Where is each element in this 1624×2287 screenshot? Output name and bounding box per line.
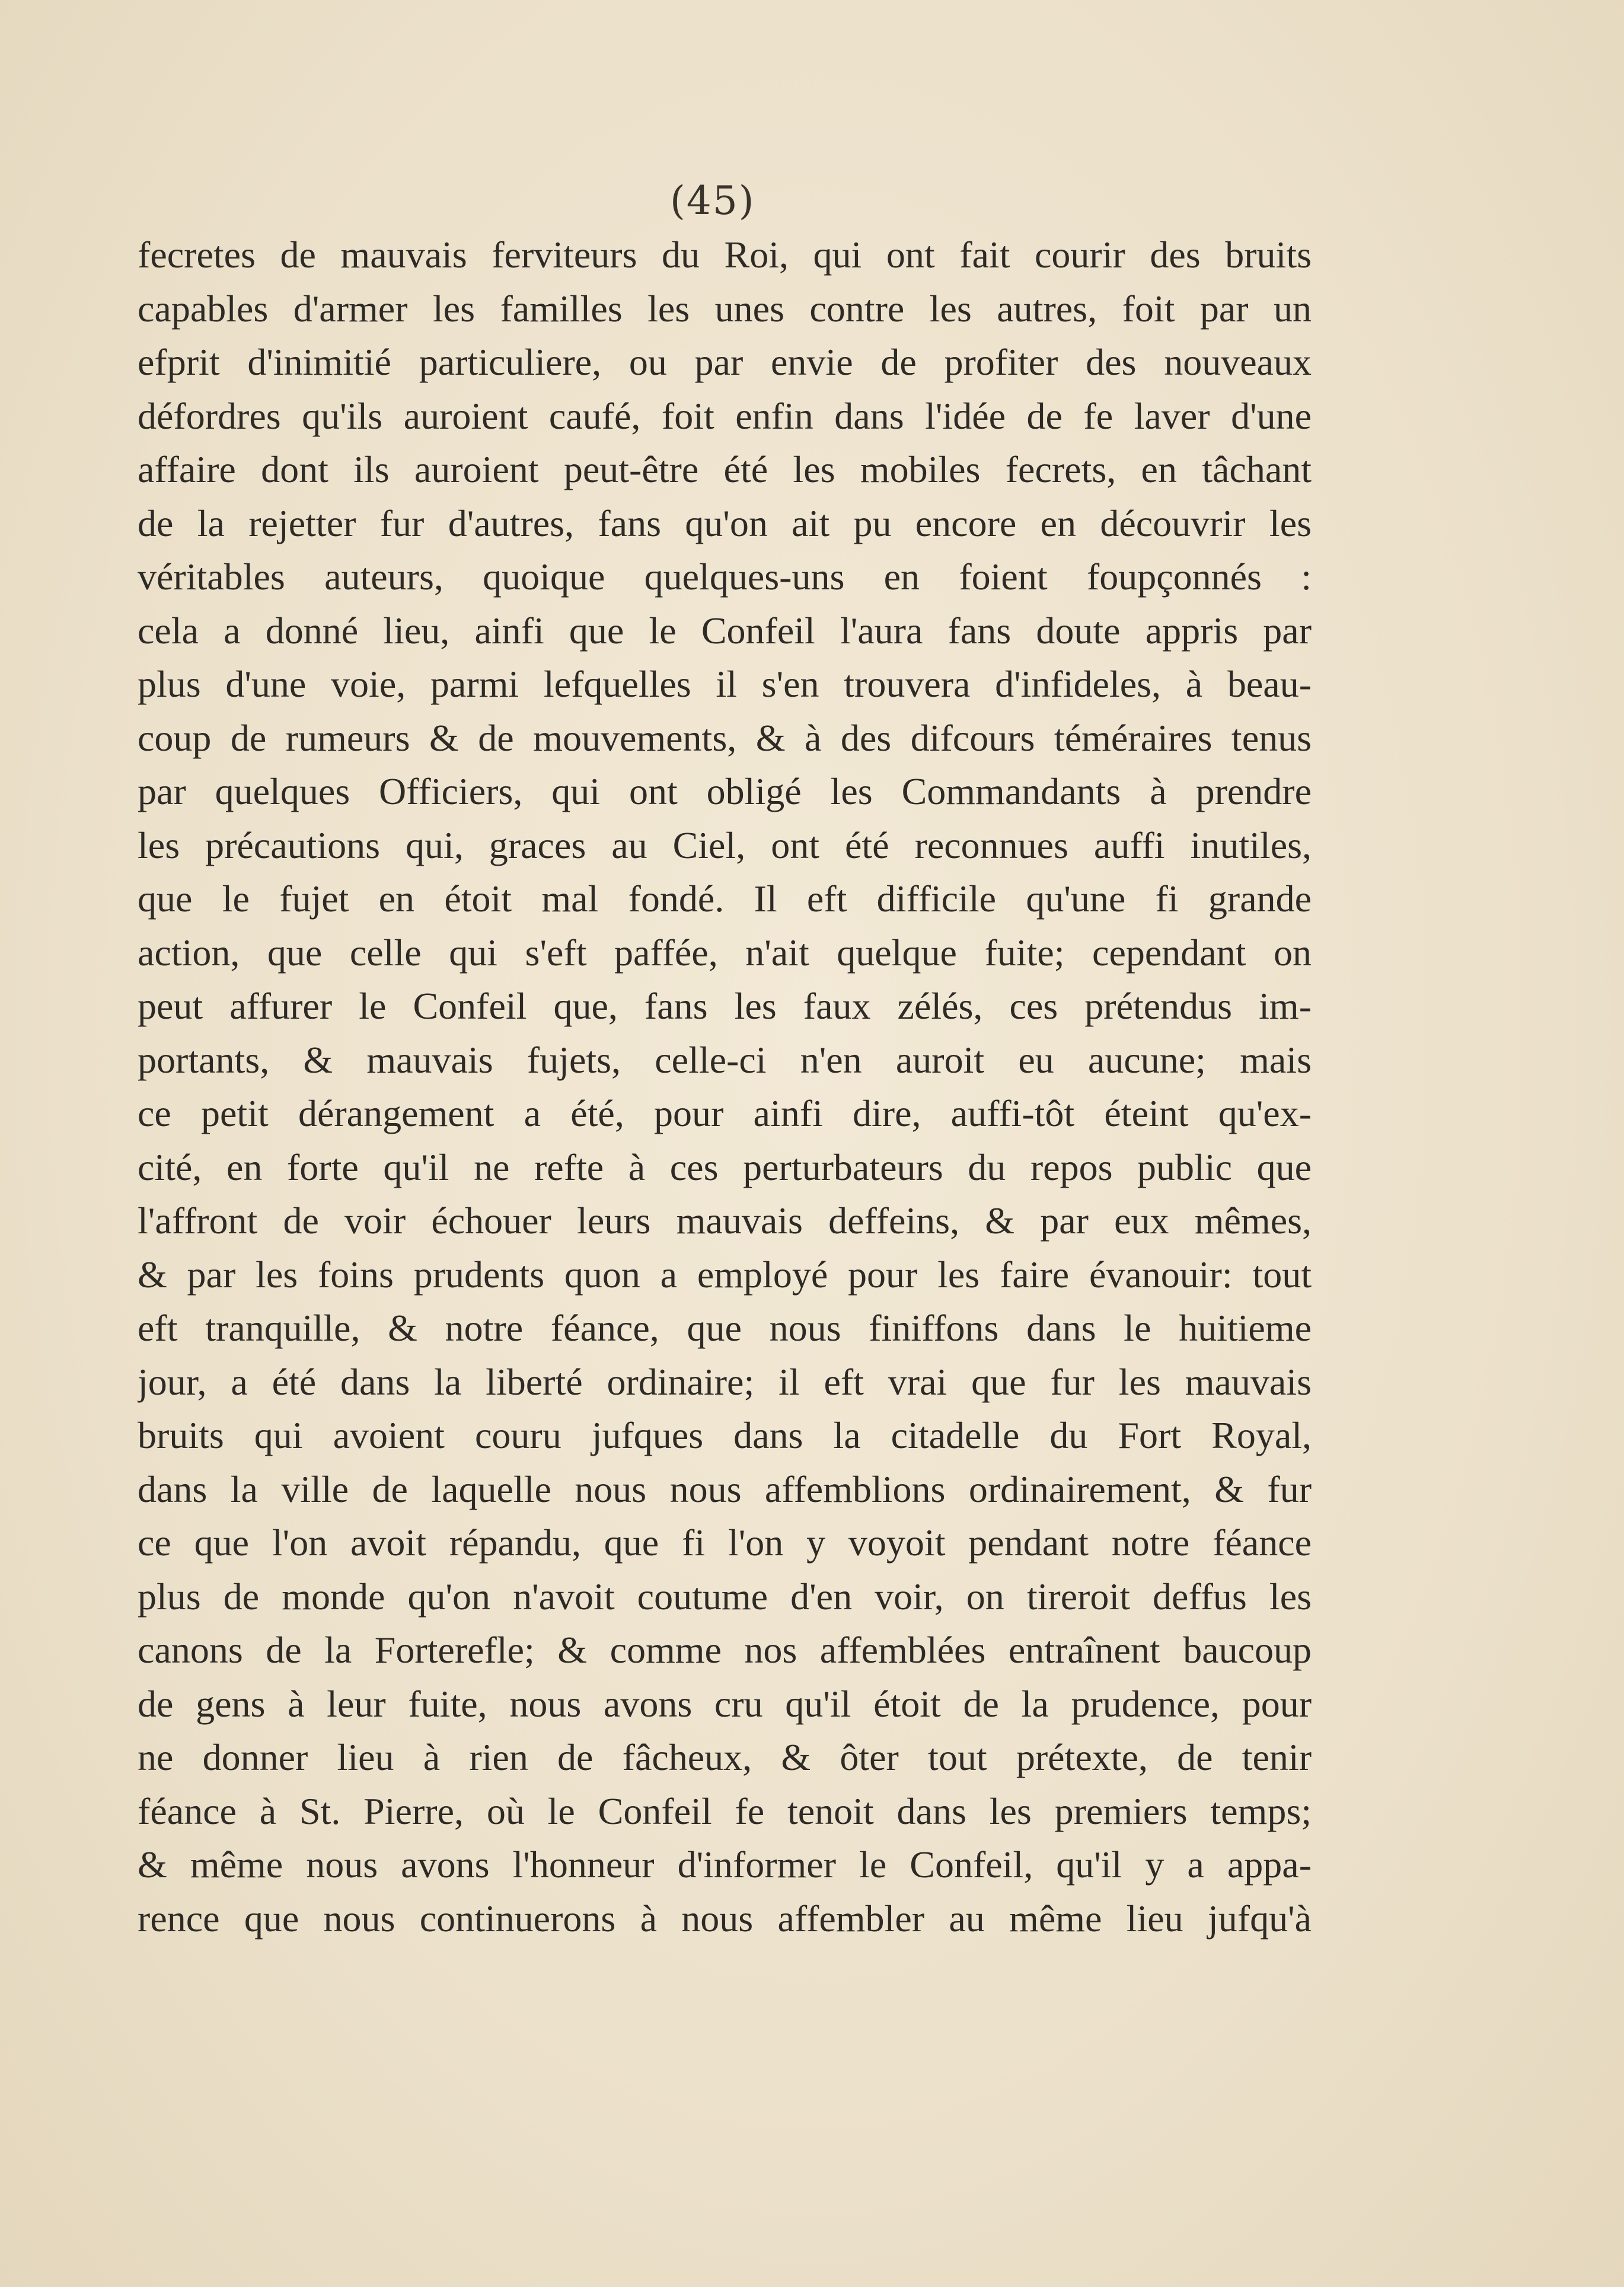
text-line: efprit d'inimitié particuliere, ou par envie de profiter des nouveaux	[138, 341, 1312, 383]
text-line: action, que celle qui s'eft paffée, n'ait quelque fuite; cependant on	[138, 931, 1312, 974]
text-line: & même nous avons l'honneur d'informer le Confeil, qu'il y a appa-	[138, 1843, 1312, 1886]
text-line: & par les foins prudents quon a employé pour les faire évanouir: tout	[138, 1253, 1312, 1296]
text-line: cité, en forte qu'il ne refte à ces perturbateurs du repos public que	[138, 1146, 1312, 1188]
text-line: par quelques Officiers, qui ont obligé les Commandants à prendre	[138, 770, 1312, 812]
text-line: les précautions qui, graces au Ciel, ont été reconnues auffi inutiles,	[138, 824, 1312, 866]
text-line: rence que nous continuerons à nous affembler au même lieu jufqu'à	[138, 1897, 1312, 1940]
text-line: coup de rumeurs & de mouvements, & à des difcours téméraires tenus	[138, 716, 1312, 759]
page-number: (45)	[670, 178, 755, 224]
text-line: eft tranquille, & notre féance, que nous finiffons dans le huitieme	[138, 1307, 1312, 1349]
text-line: jour, a été dans la liberté ordinaire; il eft vrai que fur les mauvais	[138, 1360, 1312, 1403]
text-line: plus de monde qu'on n'avoit coutume d'en voir, on tireroit deffus les	[138, 1575, 1312, 1618]
text-line: plus d'une voie, parmi lefquelles il s'en trouvera d'infideles, à beau-	[138, 663, 1312, 705]
text-line: défordres qu'ils auroient caufé, foit enfin dans l'idée de fe laver d'une	[138, 394, 1312, 437]
text-line: bruits qui avoient couru jufques dans la citadelle du Fort Royal,	[138, 1414, 1312, 1456]
text-line: capables d'armer les familles les unes contre les autres, foit par un	[138, 287, 1312, 330]
body-text	[138, 228, 1312, 1945]
text-line: peut affurer le Confeil que, fans les faux zélés, ces prétendus im-	[138, 985, 1312, 1027]
text-line: l'affront de voir échouer leurs mauvais deffeins, & par eux mêmes,	[138, 1200, 1312, 1242]
text-line: portants, & mauvais fujets, celle-ci n'en auroit eu aucune; mais	[138, 1038, 1312, 1081]
text-line: dans la ville de laquelle nous nous affemblions ordinairement, & fur	[138, 1468, 1312, 1510]
text-line: véritables auteurs, quoique quelques-uns en foient foupçonnés :	[138, 556, 1312, 598]
text-line: ce que l'on avoit répandu, que fi l'on y voyoit pendant notre féance	[138, 1522, 1312, 1564]
text-line: que le fujet en étoit mal fondé. Il eft difficile qu'une fi grande	[138, 878, 1312, 920]
text-line: féance à St. Pierre, où le Confeil fe tenoit dans les premiers temps;	[138, 1790, 1312, 1832]
text-line: cela a donné lieu, ainfi que le Confeil l'aura fans doute appris par	[138, 609, 1312, 652]
text-line: ce petit dérangement a été, pour ainfi dire, auffi-tôt éteint qu'ex-	[138, 1092, 1312, 1134]
text-line: ne donner lieu à rien de fâcheux, & ôter tout prétexte, de tenir	[138, 1736, 1312, 1778]
text-line: de gens à leur fuite, nous avons cru qu'il étoit de la prudence, pour	[138, 1682, 1312, 1725]
text-line: de la rejetter fur d'autres, fans qu'on ait pu encore en découvrir les	[138, 502, 1312, 544]
text-line: affaire dont ils auroient peut-être été les mobiles fecrets, en tâchant	[138, 448, 1312, 490]
text-line: fecretes de mauvais ferviteurs du Roi, qui ont fait courir des bruits	[138, 234, 1312, 276]
text-line: canons de la Forterefle; & comme nos affemblées entraînent baucoup	[138, 1629, 1312, 1671]
